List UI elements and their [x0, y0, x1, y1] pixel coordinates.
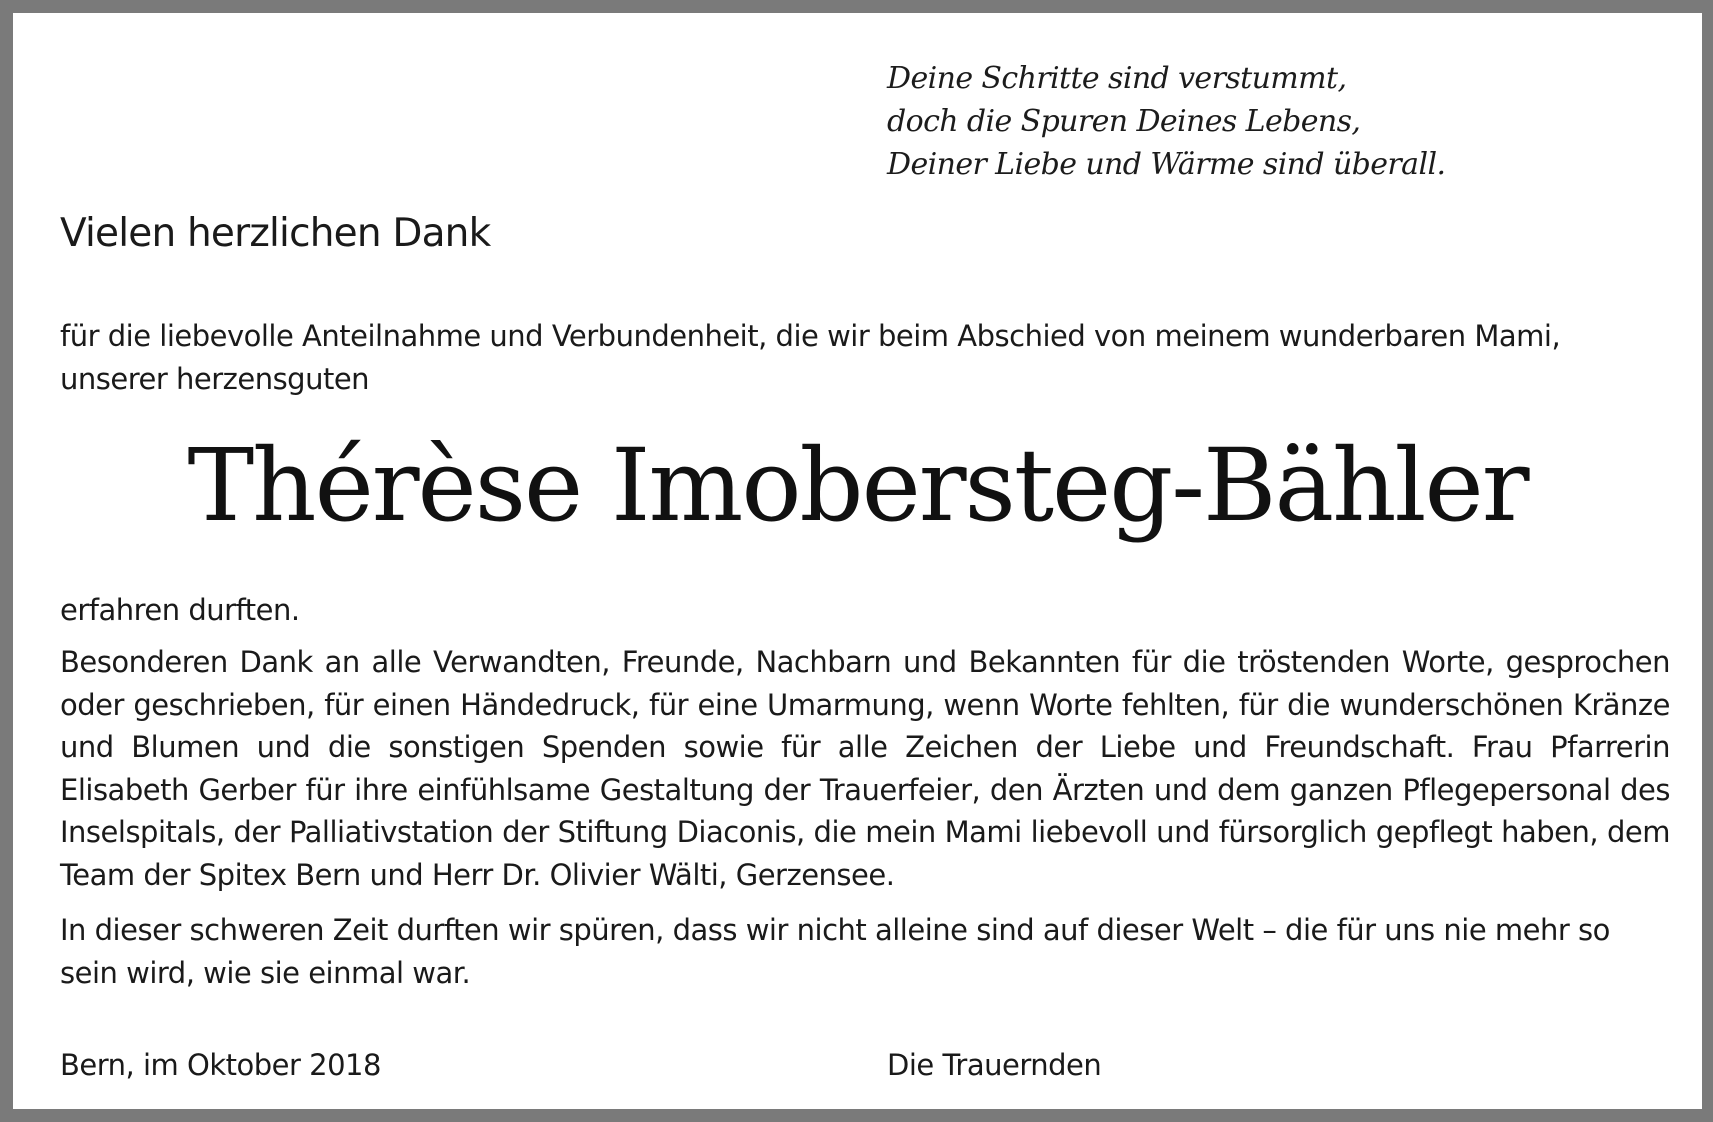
closing-paragraph: In dieser schweren Zeit durften wir spüren, dass wir nicht alleine sind auf dieser Welt – die für uns nie mehr so sein wird, wie sie einmal war.	[60, 913, 1610, 990]
motto-verse	[887, 57, 1445, 186]
motto-line: Deiner Liebe und Wärme sind überall.	[887, 147, 1446, 182]
intro-text	[60, 315, 1670, 400]
signature: Die Trauernden	[887, 1048, 1102, 1082]
thanks-heading: Vielen herzlichen Dank	[60, 211, 491, 256]
after-name-text: erfahren durften.	[60, 593, 300, 627]
place-date: Bern, im Oktober 2018	[60, 1048, 381, 1082]
intro-line: für die liebevolle Anteilnahme und Verbundenheit, die wir beim Abschied von meinem wunderbaren Mami,	[60, 319, 1561, 353]
deceased-name: Thérèse Imobersteg-Bähler	[187, 427, 1528, 544]
motto-line: doch die Spuren Deines Lebens,	[887, 104, 1361, 139]
motto-line: Deine Schritte sind verstummt,	[887, 61, 1347, 96]
intro-line: unserer herzensguten	[60, 361, 370, 396]
obituary-notice	[13, 13, 1702, 1109]
thanks-paragraph: Besonderen Dank an alle Verwandten, Freunde, Nachbarn und Bekannten für die tröstenden Worte, gesprochen oder geschrieben, für einen Händedruck, für eine Umarmung, wenn Worte fehlten, für die wunderschönen Kränze und Blumen und die sonstigen Spenden sowie für alle Zeichen der Liebe und Freundschaft. Frau Pfarrerin Elisabeth Gerber für ihre einfühlsame Gestaltung der Trauerfeier, den Ärzten und dem ganzen Pflegepersonal des Inselspitals, der Palliativstation der Stiftung Diaconis, die mein Mami liebevoll und fürsorglich gepflegt haben, dem Team der Spitex Bern und Herr Dr. Olivier Wälti, Gerzensee.	[60, 645, 1670, 892]
